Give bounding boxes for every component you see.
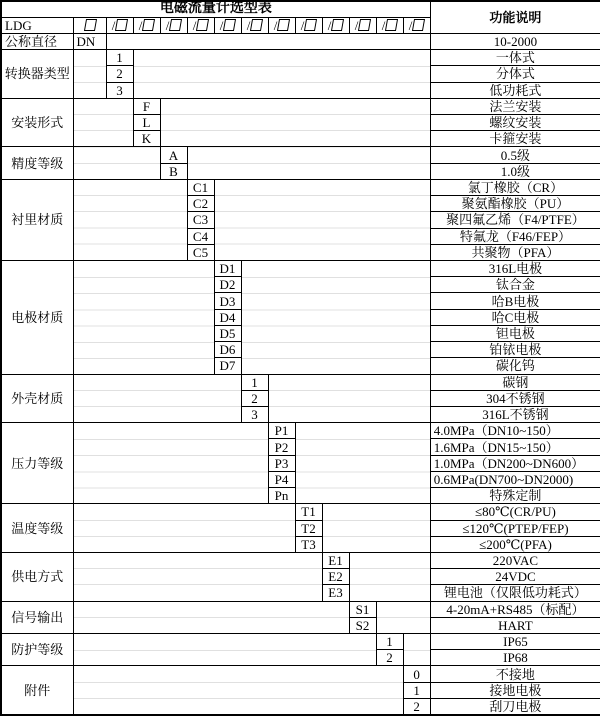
spacer-cell bbox=[268, 374, 430, 423]
model-slot-box: / bbox=[322, 17, 349, 33]
spacer-cell bbox=[349, 552, 430, 601]
description-cell: 不接地 bbox=[430, 666, 600, 682]
code-cell: C1 bbox=[187, 179, 214, 195]
description-cell: 钽电极 bbox=[430, 325, 600, 341]
spacer-cell bbox=[73, 634, 376, 666]
description-cell: 卡箍安装 bbox=[430, 131, 600, 147]
description-cell: 特氟龙（F46/FEP） bbox=[430, 228, 600, 244]
row-label-5: 外壳材质 bbox=[1, 374, 73, 423]
model-slot-box: / bbox=[160, 17, 187, 33]
description-cell: IP68 bbox=[430, 650, 600, 666]
spacer-cell bbox=[73, 601, 349, 633]
description-cell: 钛合金 bbox=[430, 277, 600, 293]
description-cell: 刮刀电极 bbox=[430, 698, 600, 715]
spacer-cell bbox=[214, 179, 430, 260]
description-cell: 316L电极 bbox=[430, 261, 600, 277]
row-label-2: 精度等级 bbox=[1, 147, 73, 179]
model-code-square bbox=[358, 19, 371, 31]
row-label-4: 电极材质 bbox=[1, 261, 73, 375]
description-cell: 一体式 bbox=[430, 50, 600, 66]
model-slot-box: / bbox=[214, 17, 241, 33]
model-slot-box: / bbox=[403, 17, 430, 33]
code-cell: 3 bbox=[241, 406, 268, 422]
row-label-3: 衬里材质 bbox=[1, 179, 73, 260]
model-code-square bbox=[331, 19, 344, 31]
description-cell: 碳钢 bbox=[430, 374, 600, 390]
model-code-square bbox=[385, 19, 398, 31]
model-code-square bbox=[277, 19, 290, 31]
code-cell: A bbox=[160, 147, 187, 163]
code-cell: 2 bbox=[241, 390, 268, 406]
code-cell: 1 bbox=[376, 634, 403, 650]
code-cell: C5 bbox=[187, 244, 214, 260]
row-label-1: 安装形式 bbox=[1, 98, 73, 147]
model-slot-box: / bbox=[268, 17, 295, 33]
description-cell: 220VAC bbox=[430, 552, 600, 568]
model-slot-box: / bbox=[187, 17, 214, 33]
code-cell: D7 bbox=[214, 358, 241, 374]
spacer-cell bbox=[376, 601, 430, 633]
description-cell: 1.0级 bbox=[430, 163, 600, 179]
code-cell: T3 bbox=[295, 536, 322, 552]
code-cell: S1 bbox=[349, 601, 376, 617]
description-cell: 螺纹安装 bbox=[430, 115, 600, 131]
row-label-11: 附件 bbox=[1, 666, 73, 715]
description-cell: HART bbox=[430, 617, 600, 633]
description-cell: 10-2000 bbox=[430, 33, 600, 49]
code-cell: P1 bbox=[268, 423, 295, 439]
description-cell: 铂铱电极 bbox=[430, 342, 600, 358]
description-cell: 法兰安装 bbox=[430, 98, 600, 114]
description-cell: 氯丁橡胶（CR） bbox=[430, 179, 600, 195]
description-cell: ≤80℃(CR/PU) bbox=[430, 504, 600, 520]
spacer-cell bbox=[73, 666, 403, 715]
code-cell: D2 bbox=[214, 277, 241, 293]
description-cell: ≤200℃(PFA) bbox=[430, 536, 600, 552]
description-cell: 1.0MPa（DN200~DN600） bbox=[430, 455, 600, 471]
model-code-square bbox=[196, 19, 209, 31]
code-cell: 1 bbox=[241, 374, 268, 390]
description-cell: 哈B电极 bbox=[430, 293, 600, 309]
code-cell: C2 bbox=[187, 196, 214, 212]
function-column-header: 功能说明 bbox=[430, 1, 600, 33]
spacer-cell bbox=[73, 98, 133, 147]
spacer-cell bbox=[187, 147, 430, 179]
spacer-cell bbox=[73, 147, 160, 179]
code-cell: D5 bbox=[214, 325, 241, 341]
code-cell: 1 bbox=[403, 682, 430, 698]
model-code-square bbox=[304, 19, 317, 31]
spacer-cell bbox=[73, 50, 106, 99]
model-slot-box: / bbox=[295, 17, 322, 33]
model-slot-box: / bbox=[241, 17, 268, 33]
code-cell: B bbox=[160, 163, 187, 179]
description-cell: 锂电池（仅限低功耗式） bbox=[430, 585, 600, 601]
row-label-7: 温度等级 bbox=[1, 504, 73, 553]
description-cell: 24VDC bbox=[430, 569, 600, 585]
code-cell: P3 bbox=[268, 455, 295, 471]
row-label-10: 防护等级 bbox=[1, 634, 73, 666]
description-cell: 共聚物（PFA） bbox=[430, 244, 600, 260]
spacer-cell bbox=[106, 33, 430, 49]
spacer-cell bbox=[322, 504, 430, 553]
description-cell: 1.6MPa（DN15~150） bbox=[430, 439, 600, 455]
code-cell-dn: DN bbox=[73, 33, 106, 49]
code-cell: S2 bbox=[349, 617, 376, 633]
spacer-cell bbox=[73, 179, 187, 260]
code-cell: D4 bbox=[214, 309, 241, 325]
description-cell: 低功耗式 bbox=[430, 82, 600, 98]
code-cell: 1 bbox=[106, 50, 133, 66]
spacer-cell bbox=[73, 504, 295, 553]
description-cell: ≤120℃(PTEP/FEP) bbox=[430, 520, 600, 536]
spacer-cell bbox=[73, 374, 241, 423]
description-cell: 特殊定制 bbox=[430, 488, 600, 504]
description-cell: 碳化钨 bbox=[430, 358, 600, 374]
code-cell: E1 bbox=[322, 552, 349, 568]
spacer-cell bbox=[73, 423, 268, 504]
spacer-cell bbox=[160, 98, 430, 147]
model-slot-box: / bbox=[376, 17, 403, 33]
model-slot-box: / bbox=[106, 17, 133, 33]
description-cell: 聚氨酯橡胶（PU） bbox=[430, 196, 600, 212]
model-code-square bbox=[169, 19, 182, 31]
code-cell: D6 bbox=[214, 342, 241, 358]
code-cell: K bbox=[133, 131, 160, 147]
model-code-square bbox=[115, 19, 128, 31]
spacer-cell bbox=[241, 261, 430, 375]
code-cell: 0 bbox=[403, 666, 430, 682]
model-digit-box bbox=[73, 17, 106, 33]
code-cell: C3 bbox=[187, 212, 214, 228]
description-cell: 4.0MPa（DN10~150） bbox=[430, 423, 600, 439]
code-cell: P2 bbox=[268, 439, 295, 455]
code-cell: 2 bbox=[106, 66, 133, 82]
description-cell: 哈C电极 bbox=[430, 309, 600, 325]
code-cell: E3 bbox=[322, 585, 349, 601]
description-cell: 4-20mA+RS485（标配） bbox=[430, 601, 600, 617]
description-cell: 304不锈钢 bbox=[430, 390, 600, 406]
model-code-square bbox=[412, 19, 425, 31]
spacer-cell bbox=[73, 261, 214, 375]
model-code-square bbox=[223, 19, 236, 31]
code-cell: D3 bbox=[214, 293, 241, 309]
description-cell: IP65 bbox=[430, 634, 600, 650]
model-slot-box: / bbox=[133, 17, 160, 33]
description-cell: 接地电极 bbox=[430, 682, 600, 698]
code-cell: C4 bbox=[187, 228, 214, 244]
code-cell: T1 bbox=[295, 504, 322, 520]
spacer-cell bbox=[73, 552, 322, 601]
model-code-square bbox=[250, 19, 263, 31]
code-cell: Pn bbox=[268, 488, 295, 504]
code-cell: P4 bbox=[268, 471, 295, 487]
row-label-6: 压力等级 bbox=[1, 423, 73, 504]
model-prefix: LDG bbox=[1, 17, 73, 33]
description-cell: 0.5级 bbox=[430, 147, 600, 163]
table-title: 电磁流量计选型表 bbox=[1, 1, 430, 17]
code-cell: T2 bbox=[295, 520, 322, 536]
spacer-cell bbox=[295, 423, 430, 504]
code-cell: D1 bbox=[214, 261, 241, 277]
code-cell: 2 bbox=[403, 698, 430, 715]
code-cell: 2 bbox=[376, 650, 403, 666]
description-cell: 0.6MPa(DN700~DN2000) bbox=[430, 471, 600, 487]
description-cell: 分体式 bbox=[430, 66, 600, 82]
code-cell: L bbox=[133, 115, 160, 131]
row-label-diameter: 公称直径 bbox=[1, 33, 73, 49]
description-cell: 316L不锈钢 bbox=[430, 406, 600, 422]
model-slot-box: / bbox=[349, 17, 376, 33]
spacer-cell bbox=[133, 50, 430, 99]
code-cell: 3 bbox=[106, 82, 133, 98]
row-label-0: 转换器类型 bbox=[1, 50, 73, 99]
model-code-square bbox=[142, 19, 155, 31]
code-cell: E2 bbox=[322, 569, 349, 585]
spacer-cell bbox=[403, 634, 430, 666]
description-cell: 聚四氟乙烯（F4/PTFE） bbox=[430, 212, 600, 228]
code-cell: F bbox=[133, 98, 160, 114]
row-label-9: 信号输出 bbox=[1, 601, 73, 633]
row-label-8: 供电方式 bbox=[1, 552, 73, 601]
model-code-square bbox=[83, 19, 96, 31]
